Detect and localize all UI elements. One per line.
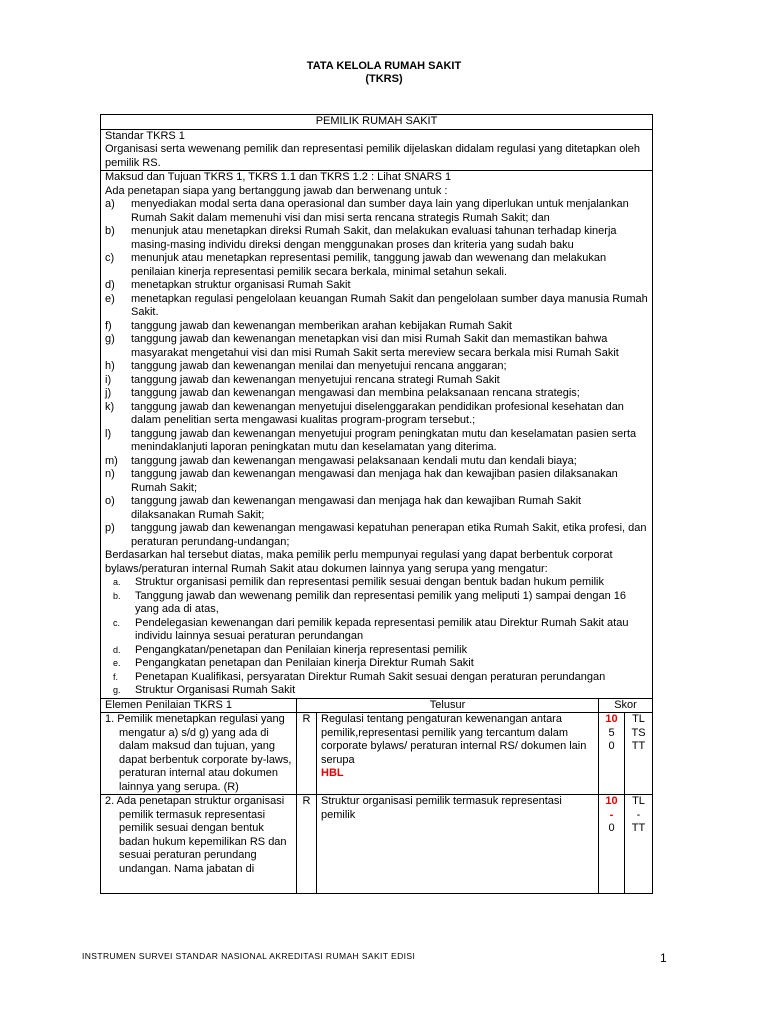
- list-marker: c.: [113, 617, 121, 628]
- list-marker: d.: [113, 644, 121, 655]
- regulation-list: [105, 576, 648, 698]
- method-cell: R: [297, 713, 317, 795]
- score-values-cell: [599, 713, 625, 795]
- telusur-cell: [317, 795, 599, 894]
- list-marker: f.: [113, 671, 119, 682]
- standard-document: [100, 114, 652, 894]
- list-marker: m): [105, 454, 118, 467]
- assessment-row: [101, 795, 653, 894]
- list-item: [105, 468, 648, 495]
- list-item: [105, 225, 648, 252]
- list-text: tanggung jawab dan kewenangan mengawasi dan menjaga hak dan kewajiban Rumah Sakit dilaksanakan Rumah Sakit;: [131, 495, 582, 521]
- list-item: [105, 320, 648, 334]
- list-text: Pengangkatan penetapan dan Penilaian kinerja Direktur Rumah Sakit: [135, 657, 474, 669]
- list-text: tanggung jawab dan kewenangan mengawasi kepatuhan penerapan etika Rumah Sakit, etika profesi, dan peraturan perundang-undangan;: [131, 522, 647, 548]
- list-text: tanggung jawab dan kewenangan mengawasi pelaksanaan kendali mutu dan kendali biaya;: [131, 454, 577, 467]
- list-marker: g.: [113, 685, 121, 695]
- list-marker: e.: [113, 658, 121, 668]
- score-values-cell: [599, 795, 625, 894]
- score-label: TS: [631, 726, 646, 739]
- skor-header: Skor: [599, 698, 653, 713]
- list-marker: i): [105, 373, 112, 386]
- list-text: menetapkan struktur organisasi Rumah Sakit: [131, 279, 351, 291]
- score-value: 5: [608, 726, 615, 739]
- element-header: Elemen Penilaian TKRS 1: [101, 698, 297, 713]
- score-labels-cell: [625, 795, 653, 894]
- method-cell: R: [297, 795, 317, 894]
- element-cell: [101, 795, 297, 894]
- intent-intro: Ada penetapan siapa yang bertanggung jawab dan berwenang untuk :: [105, 184, 448, 197]
- score-value: 10: [605, 713, 618, 725]
- element-text: 1. Pemilik menetapkan regulasi yang mengatur a) s/d g) yang ada di dalam maksud dan tujuan, yang dapat berbentuk corporate by-laws, peraturan internal atau dokumen lainnya yang serupa. (R): [105, 713, 292, 793]
- score-label: TL: [632, 795, 645, 807]
- element-cell: [101, 713, 297, 795]
- score-value: 0: [608, 822, 615, 834]
- list-text: Pengangkatan/penetapan dan Penilaian kinerja representasi pemilik: [135, 643, 468, 656]
- hbl-tag: HBL: [321, 767, 344, 779]
- list-marker: b): [105, 225, 115, 237]
- telusur-text: Struktur organisasi pemilik termasuk representasi pemilik: [321, 795, 562, 821]
- list-text: Struktur Organisasi Rumah Sakit: [135, 684, 296, 696]
- list-marker: a): [105, 198, 115, 210]
- list-item: [105, 279, 648, 293]
- list-text: tanggung jawab dan kewenangan memberikan arahan kebijakan Rumah Sakit: [131, 319, 512, 332]
- list-item: [105, 374, 648, 388]
- list-text: menetapkan regulasi pengelolaan keuangan Rumah Sakit dan pengelolaan sumber daya manusia Rumah Sakit.: [131, 292, 648, 318]
- responsibility-list: [105, 198, 648, 549]
- intent-heading: Maksud dan Tujuan TKRS 1, TKRS 1.1 dan TKRS 1.2 : Lihat SNARS 1: [105, 171, 452, 183]
- list-text: tanggung jawab dan kewenangan menetapkan visi dan misi Rumah Sakit dan memastikan bahwa masyarakat mengetahui visi dan misi Rumah Sakit serta mereview secara berkala misi Rumah Sakit: [131, 333, 619, 359]
- list-item: [105, 333, 648, 360]
- score-value: 0: [608, 740, 615, 752]
- standard-cell: [101, 129, 653, 171]
- score-value: 10: [605, 795, 618, 807]
- list-marker: n): [105, 468, 115, 480]
- list-text: menyediakan modal serta dana operasional dan sumber daya lain yang diperlukan untuk menjalankan Rumah Sakit dalam memenuhi visi dan misi serta rencana strategis Rumah Sakit; dan: [131, 198, 629, 224]
- list-item: [105, 455, 648, 469]
- list-marker: l): [105, 427, 112, 440]
- section-header: PEMILIK RUMAH SAKIT: [101, 115, 653, 130]
- page-number: 1: [660, 951, 667, 965]
- list-text: Struktur organisasi pemilik dan representasi pemilik sesuai dengan bentuk badan hukum pemilik: [135, 576, 604, 588]
- list-text: Pendelegasian kewenangan dari pemilik kepada representasi pemilik atau Direktur Rumah Sakit atau individu lainnya sesuai peraturan perundangan: [135, 616, 629, 642]
- list-item: [105, 252, 648, 279]
- page-footer: INSTRUMEN SURVEI STANDAR NASIONAL AKREDITASI RUMAH SAKIT EDISI: [82, 951, 416, 961]
- score-label: -: [636, 808, 641, 821]
- list-item: [105, 617, 648, 644]
- intent-cell: [101, 171, 653, 699]
- list-text: Penetapan Kualifikasi, persyaratan Direktur Rumah Sakit sesuai dengan peraturan perundangan: [135, 670, 606, 683]
- score-value: -: [609, 808, 614, 821]
- score-label: TL: [632, 713, 645, 725]
- list-marker: c): [105, 252, 115, 264]
- score-label: TT: [631, 740, 646, 752]
- list-text: menunjuk atau menetapkan direksi Rumah Sakit, dan melakukan evaluasi tahunan terhadap kinerja masing-masing individu direksi dengan menggunakan proses dan kriteria yang sudah baku: [131, 225, 617, 251]
- list-marker: e): [105, 292, 115, 305]
- list-marker: g): [105, 333, 115, 345]
- list-text: tanggung jawab dan kewenangan menilai dan menyetujui rencana anggaran;: [131, 360, 507, 372]
- list-item: [105, 495, 648, 522]
- list-text: tanggung jawab dan kewenangan menyetujui diselenggarakan pendidikan profesional kesehatan dan dalam penelitian serta mengawasi kualitas program-program tersebut.;: [131, 400, 624, 426]
- title-line-1: TATA KELOLA RUMAH SAKIT: [306, 60, 462, 72]
- list-item: [105, 198, 648, 225]
- list-item: [105, 387, 648, 401]
- standard-text: Organisasi serta wewenang pemilik dan representasi pemilik dijelaskan didalam regulasi yang ditetapkan oleh pemilik RS.: [105, 143, 641, 169]
- telusur-text: Regulasi tentang pengaturan kewenangan antara pemilik,representasi pemilik yang tercantum dalam corporate bylaws/ peraturan internal RS/ dokumen lain serupa: [321, 713, 587, 766]
- list-marker: k): [105, 400, 115, 413]
- telusur-header: Telusur: [297, 698, 599, 713]
- list-item: [105, 428, 648, 455]
- list-item: [105, 360, 648, 374]
- standard-table: [100, 114, 653, 894]
- list-text: tanggung jawab dan kewenangan menyetujui rencana strategi Rumah Sakit: [131, 373, 500, 386]
- list-item: [105, 684, 648, 698]
- list-item: [105, 576, 648, 590]
- list-item: [105, 522, 648, 549]
- list-item: [105, 293, 648, 320]
- list-item: [105, 657, 648, 671]
- list-text: tanggung jawab dan kewenangan mengawasi dan membina pelaksanaan rencana strategis;: [131, 387, 580, 399]
- list-marker: b.: [113, 590, 121, 601]
- list-text: tanggung jawab dan kewenangan mengawasi dan menjaga hak dan kewajiban pasien dilaksanakan Rumah Sakit;: [131, 468, 618, 494]
- list-text: Tanggung jawab dan wewenang pemilik dan representasi pemilik yang meliputi 1) sampai dengan 16 yang ada di atas,: [135, 589, 627, 615]
- score-labels-cell: [625, 713, 653, 795]
- list-item: [105, 590, 648, 617]
- telusur-cell: [317, 713, 599, 795]
- document-title: [0, 60, 768, 86]
- list-marker: a.: [113, 577, 121, 587]
- list-marker: o): [105, 495, 115, 507]
- list-marker: p): [105, 522, 115, 534]
- list-marker: j): [105, 387, 112, 399]
- list-marker: f): [105, 319, 112, 332]
- list-text: tanggung jawab dan kewenangan menyetujui program peningkatan mutu dan keselamatan pasien serta menindaklanjuti laporan peningkatan mutu dan keselamatan yang diterima.: [131, 427, 637, 453]
- intent-closing: Berdasarkan hal tersebut diatas, maka pemilik perlu mempunyai regulasi yang dapat berbentuk corporat bylaws/peraturan internal Rumah Sakit atau dokumen lainnya yang serupa yang mengatur:: [105, 549, 613, 575]
- score-label: TT: [631, 822, 646, 834]
- assessment-row: [101, 713, 653, 795]
- list-item: [105, 644, 648, 658]
- list-marker: d): [105, 279, 115, 291]
- list-item: [105, 401, 648, 428]
- element-text: 2. Ada penetapan struktur organisasi pemilik termasuk representasi pemilik sesuai dengan bentuk badan hukum kepemilikan RS dan sesuai peraturan perundang undangan. Nama jabatan di: [105, 795, 287, 875]
- list-item: [105, 671, 648, 685]
- title-line-2: (TKRS): [365, 73, 403, 85]
- standard-label: Standar TKRS 1: [105, 129, 185, 142]
- list-marker: h): [105, 360, 115, 372]
- list-text: menunjuk atau menetapkan representasi pemilik, tanggung jawab dan wewenang dan melakukan penilaian kinerja representasi pemilik secara berkala, minimal setahun sekali.: [131, 252, 607, 278]
